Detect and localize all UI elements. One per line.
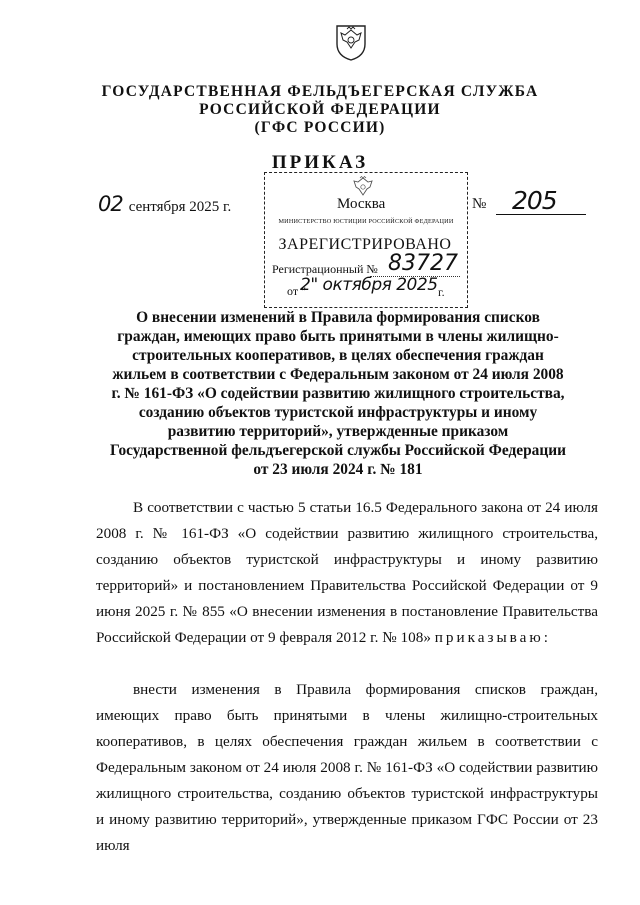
state-emblem-icon [329,18,373,62]
order-word: приказываю: [434,629,551,646]
body-paragraph-1-text: В соответствии с частью 5 статьи 16.5 Федерального закона от 24 июля 2008 г. № 161-ФЗ «О содействии развитию жилищного строительства, созданию объектов туристской инфраструктуры и иному развитию территорий» и постановлением Правительства Российской Федерации от 9 июня 2025 г. № 855 «О внесении изменения в постановление Правительства Российской Федерации от 9 февраля 2012 г. № 108» [96,499,598,646]
stamp-reg-number: 83727 [388,251,458,276]
body-paragraph-2: внести изменения в Правила формирования списков граждан, имеющих право быть принятыми в члены жилищно-строительных кооперативов, в целях обеспечения граждан жильем в соответствии с Федеральным законом от 24 июля 2008 г. № 161-ФЗ «О содействии развитию жилищного строительства, созданию объектов туристской инфраструктуры и иному развитию территорий», утвержденные приказом ГФС России от 23 июля [96,681,598,854]
stamp-reg-label: Регистрационный № [272,262,378,276]
body-paragraph-1 [96,495,598,651]
order-number: 205 [512,186,557,215]
org-name-line2: РОССИЙСКОЙ ФЕДЕРАЦИИ [199,101,441,118]
org-name-line3: (ГФС РОССИИ) [254,119,386,136]
stamp-registered: ЗАРЕГИСТРИРОВАНО [278,236,452,253]
order-date [98,192,231,216]
order-number-sign: № [472,196,487,212]
org-name-line1: ГОСУДАРСТВЕННАЯ ФЕЛЬДЪЕГЕРСКАЯ СЛУЖБА [101,83,539,100]
stamp-ministry: МИНИСТЕРСТВО ЮСТИЦИИ РОССИЙСКОЙ ФЕДЕРАЦИИ [278,218,454,225]
order-heading: О внесении изменений в Правила формирования списков граждан, имеющих право быть принятыми в члены жилищно-строительных кооперативов, в целях обеспечения граждан жильем в соответствии с Федеральным законом от 24 июля 2008 г. № 161-ФЗ «О содействии развитию жилищного строительства, созданию объектов туристской инфраструктуры и иному развитию территорий», утвержденные приказом Государственной фельдъегерской службы Российской Федерации от 23 июля 2024 г. № 181 [110,309,566,478]
order-title: ПРИКАЗ [271,152,369,173]
stamp-from-label: от " [287,284,306,298]
stamp-reg-date: 2" октября 2025 [300,275,438,295]
order-city: Москва [337,196,386,212]
order-date-day: 02 [98,192,123,216]
order-date-month-year: сентября 2025 г. [128,199,232,215]
stamp-year-suffix: г. [438,285,445,299]
